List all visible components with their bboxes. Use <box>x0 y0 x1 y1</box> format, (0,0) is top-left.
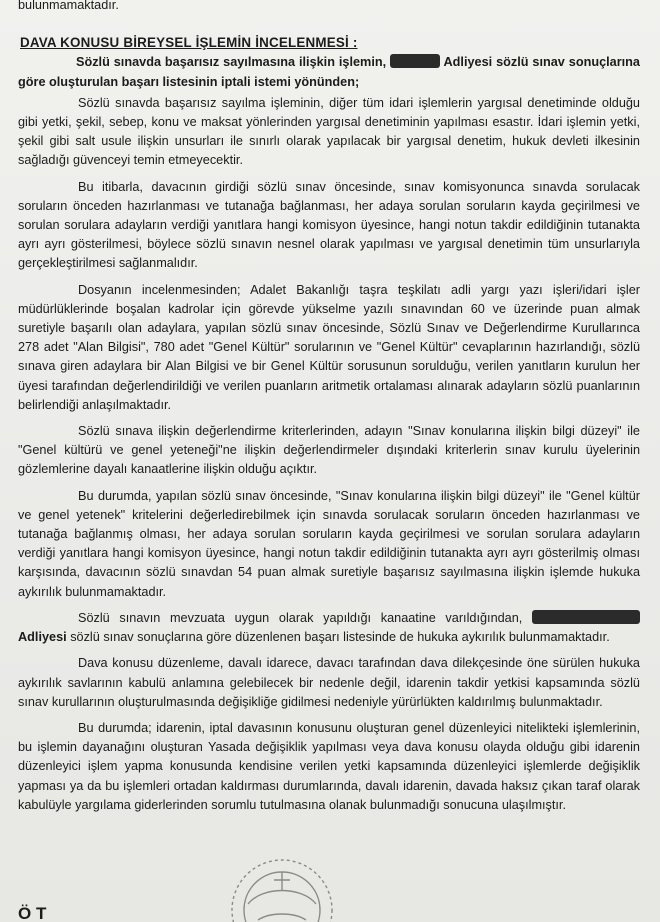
paragraph-6-part-2: sözlü sınav sonuçlarına göre düzenlenen başarı listesinde de hukuka aykırılık bulunmamaktadır. <box>70 630 610 645</box>
paragraph-6-part-1: Sözlü sınavın mevzuata uygun olarak yapıldığı kanaatine varıldığından, <box>78 610 523 625</box>
paragraph-1: Sözlü sınavda başarısız sayılma işleminin, diğer tüm idari işlemlerin yargısal denetiminde olduğu gibi yetki, şekil, sebep, konu ve maksat yönlerinden yargısal denetiminin yapılması esastır. İdari işlemin yetki, şekil gibi salt usule ilişkin unsurları ile sınırlı olarak yapılacak bir yargısal denetim, hukuk devleti ilkesinin sağladığı güvenceyi temin etmeyecektir. <box>18 95 640 168</box>
paragraph-6 <box>18 609 640 647</box>
section-heading: DAVA KONUSU BİREYSEL İŞLEMİN İNCELENMESİ : <box>20 35 358 51</box>
subject-part-2: Adliyesi sözlü sınav sonuçlarına göre oluşturulan başarı listesinin iptali istemi yönünden; <box>18 55 640 89</box>
official-seal <box>218 846 346 922</box>
paragraph-8: Bu durumda; idarenin, iptal davasının konusunu oluşturan genel düzenleyici nitelikteki işlemlerinin, bu işlemin dayanağını oluşturan Yasada değişiklik yapılması veya dava konusu olayda olduğu gibi idarenin düzenleyici işlem yapma konusunda kendisine verilen yetki kapsamında düzenleyici işlemlerde değişiklik yapması ya da bu işlemleri ortadan kaldırması durumlarında, davalı idarenin, davada haksız çıkan taraf olarak kabulüyle yargılama giderlerinden sorumlu tutulmasına olanak bulunmadığı sonucuna ulaşılmıştır. <box>18 720 640 812</box>
document-body <box>18 0 640 822</box>
paragraph-6-bold: Adliyesi <box>18 630 67 645</box>
paragraph-2: Bu itibarla, davacının girdiği sözlü sınav öncesinde, sınav komisyonunca sınavda sorulacak soruların önceden hazırlanması ve tutanağa bağlanması, her adaya sorulan soruların kayda geçirilmesi ve sorulan sorulara adayların verdiği yanıtlara hangi komisyon üyesince, hangi notun takdir edildiğinin tutanakta ayrı ayrı gösterilmesi, böylece sözlü sınavın nesnel olarak yapılması ve yargısal denetimin tüm unsurlarıyla gerçekleştirilmesi sağlanmalıdır. <box>18 179 640 271</box>
subject-line <box>18 53 640 91</box>
subject-part-1: Sözlü sınavda başarısız sayılmasına ilişkin işlemin, <box>76 55 387 70</box>
paragraph-5: Bu durumda, yapılan sözlü sınav öncesinde, "Sınav konularına ilişkin bilgi düzeyi" ile "Genel kültür ve genel yetenek" kritelerini değerledirebilmek için sınavda sorulacak soruların önceden hazırlanması ve tutanağa bağlanmış olması, her adaya sorulan soruların kayda geçirilmesi ve sorulan sorulara adayların verdiği yanıtlara hangi komisyon üyesince, hangi notun takdir edildiğinin tutanakta ayrı ayrı gösterilmiş olması karşısında, davacının sözlü sınavdan 54 puan almak suretiyle başarısız sayılmasına ilişkin işlemde hukuka aykırılık bulunmamaktadır. <box>18 488 640 599</box>
paragraph-7: Dava konusu düzenleme, davalı idarece, davacı tarafından dava dilekçesinde öne sürülen hukuka aykırılık savlarının kabulü anlamına gelebilecek bir nedenle değil, idarenin takdir yetkisi kapsamında sözlü sınav kurullarının oluşturulmasında değişikliğe gidilmesi nedeniyle yürürlükten kaldırılmış bulunmaktadır. <box>18 656 640 709</box>
redaction-mark <box>390 54 440 68</box>
redaction-mark <box>532 610 640 624</box>
paragraph-3: Dosyanın incelenmesinden; Adalet Bakanlığı taşra teşkilatı adli yargı yazı işleri/idari işler müdürlüklerinde boşalan kadrolar için görevde yükselme yazılı sınavından 60 ve üzerinde puan almak suretiyle başarılı olan adaylara, yapılan sözlü sınav öncesinde, Sözlü Sınav ve Değerlendirme Kurullarınca 278 adet "Alan Bilgisi", 780 adet "Genel Kültür" sorularının ve "Genel Kültür" cevaplarının hazırlandığı, sözlü sınava giren adaylara bir Alan Bilgisi ve bir Genel Kültür sorusunun sorulduğu, verilen yanıtların kurulun her üyesi tarafından değerlendirildiği ve verilen puanların aritmetik ortalaması alınarak adayların sözlü puanlarının belirlendiği anlaşılmaktadır. <box>18 282 640 412</box>
previous-page-fragment: bulunmamaktadır. <box>18 0 119 12</box>
paragraph-4: Sözlü sınava ilişkin değerlendirme kriterlerinden, adayın "Sınav konularına ilişkin bilgi düzeyi" ile "Genel kültürü ve genel yeteneği"ne ilişkin değerlendirmeler dışındaki kriterlerin sınav kurulu üyelerinin gözlemlerine dayalı kanaatlerine ilişkin olduğu açıktır. <box>18 424 640 477</box>
next-page-fragment: Ö T <box>18 904 47 922</box>
